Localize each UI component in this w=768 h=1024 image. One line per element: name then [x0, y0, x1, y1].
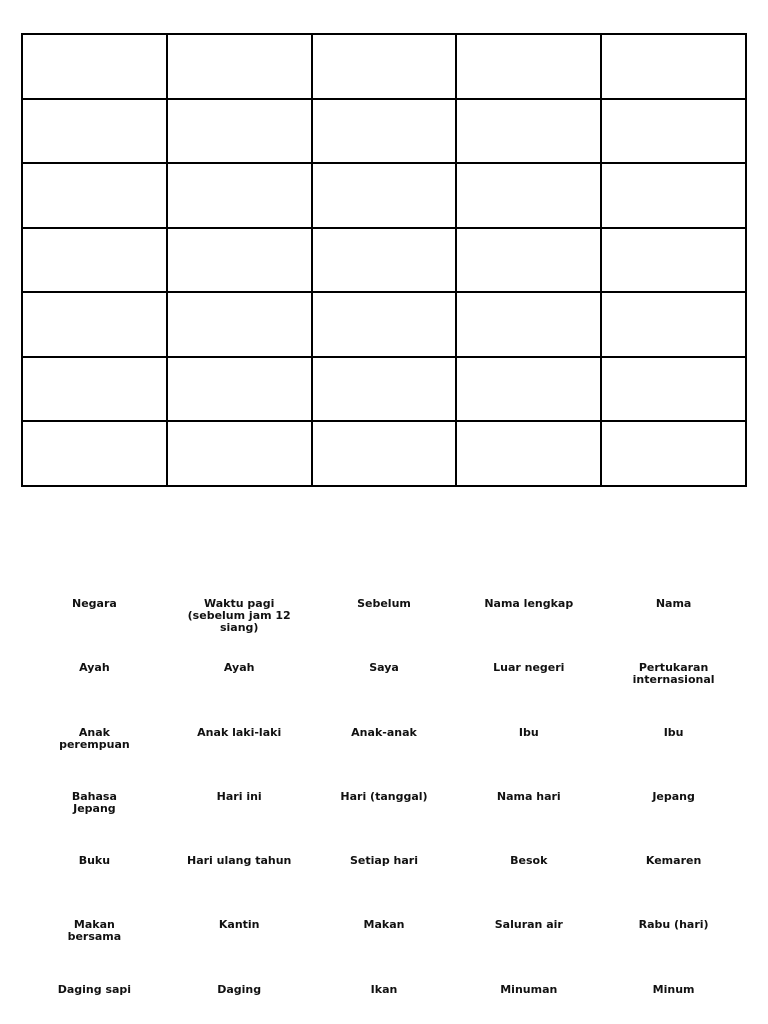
vocab-meaning: Buku — [78, 854, 111, 868]
vocab-reading — [22, 576, 167, 589]
vocab-meaning: Waktu pagi (sebelum jam 12 siang) — [187, 597, 291, 634]
vocab-reading — [312, 576, 457, 589]
vocab-reading — [601, 769, 746, 782]
vocab-meaning: Nama lengkap — [484, 597, 574, 610]
vocab-meaning: Kemaren — [645, 854, 702, 868]
vocab-meaning: Ibu — [518, 725, 539, 739]
kanji-cell — [456, 163, 601, 228]
vocab-reading — [167, 897, 312, 910]
vocab-reading — [22, 833, 167, 846]
vocab-meaning: Nama hari — [496, 789, 561, 803]
vocab-reading — [601, 897, 746, 910]
vocab-item — [601, 634, 746, 698]
grid-row — [22, 228, 746, 293]
kanji-cell — [312, 99, 457, 164]
kanji-cell — [601, 228, 746, 293]
kanji-cell — [22, 228, 167, 293]
vocab-reading — [167, 769, 312, 782]
vocab-reading — [601, 640, 746, 653]
vocab-reading — [22, 705, 167, 718]
vocab-item — [22, 891, 167, 955]
vocab-item — [601, 891, 746, 955]
vocab-reading — [601, 962, 746, 975]
vocab-reading — [312, 962, 457, 975]
vocab-meaning: Hari (tanggal) — [340, 789, 428, 803]
kanji-cell — [456, 357, 601, 422]
vocab-item — [167, 699, 312, 763]
kanji-cell — [167, 421, 312, 486]
vocab-item — [312, 570, 457, 634]
kanji-cell — [601, 421, 746, 486]
vocab-meaning: Makan bersama — [67, 918, 122, 944]
vocab-reading — [22, 769, 167, 782]
kanji-cell — [167, 163, 312, 228]
kanji-cell — [456, 34, 601, 99]
vocab-item — [456, 634, 601, 698]
kanji-cell — [601, 357, 746, 422]
kanji-cell — [601, 34, 746, 99]
vocab-item — [22, 956, 167, 1020]
vocab-item — [312, 956, 457, 1020]
vocab-item — [312, 763, 457, 827]
vocab-reading — [22, 640, 167, 653]
kanji-cell — [22, 292, 167, 357]
kanji-cell — [601, 99, 746, 164]
vocab-meaning: Ibu — [663, 725, 684, 739]
vocab-reading — [312, 833, 457, 846]
vocab-item — [601, 763, 746, 827]
vocab-reading — [312, 769, 457, 782]
kanji-cell — [167, 228, 312, 293]
kanji-cell — [22, 421, 167, 486]
vocab-meaning: Sebelum — [357, 597, 411, 610]
vocab-item — [601, 570, 746, 634]
vocab-reading — [167, 705, 312, 718]
vocab-meaning: Luar negeri — [493, 661, 565, 675]
kanji-cell — [456, 421, 601, 486]
grid-row — [22, 292, 746, 357]
kanji-cell — [167, 357, 312, 422]
grid-row — [22, 421, 746, 486]
vocab-meaning: Minuman — [500, 982, 558, 996]
kanji-grid — [21, 33, 747, 487]
vocab-item — [312, 891, 457, 955]
vocab-item — [456, 891, 601, 955]
vocab-item — [167, 634, 312, 698]
kanji-cell — [22, 34, 167, 99]
vocab-meaning: Makan — [363, 918, 405, 932]
vocab-reading — [167, 833, 312, 846]
vocab-reading — [456, 576, 601, 589]
grid-row — [22, 34, 746, 99]
kanji-cell — [601, 292, 746, 357]
vocab-meaning: Saluran air — [494, 918, 563, 932]
kanji-cell — [312, 421, 457, 486]
vocab-reading — [167, 640, 312, 653]
vocab-meaning: Ayah — [223, 661, 255, 675]
vocab-meaning: Nama — [655, 597, 692, 610]
grid-row — [22, 99, 746, 164]
vocab-item — [167, 570, 312, 634]
vocab-reading — [312, 640, 457, 653]
vocab-meaning: Daging sapi — [57, 982, 132, 996]
vocab-meaning: Anak perempuan — [59, 725, 130, 751]
kanji-cell — [22, 163, 167, 228]
vocab-reading — [601, 833, 746, 846]
kanji-cell — [167, 292, 312, 357]
vocab-reading — [456, 769, 601, 782]
kanji-cell — [312, 34, 457, 99]
vocab-meaning: Besok — [510, 854, 548, 868]
vocab-item — [312, 827, 457, 891]
vocab-meaning: Ikan — [370, 982, 398, 996]
kanji-cell — [22, 357, 167, 422]
kanji-cell — [456, 228, 601, 293]
kanji-cell — [312, 357, 457, 422]
vocab-item — [601, 827, 746, 891]
vocab-reading — [456, 962, 601, 975]
vocab-meaning: Rabu (hari) — [638, 918, 709, 932]
kanji-cell — [167, 99, 312, 164]
vocab-reading — [601, 576, 746, 589]
vocab-item — [456, 956, 601, 1020]
kanji-cell — [312, 292, 457, 357]
vocab-item — [167, 891, 312, 955]
kanji-cell — [601, 163, 746, 228]
vocab-item — [456, 699, 601, 763]
kanji-cell — [456, 292, 601, 357]
vocab-meaning: Anak laki-laki — [197, 725, 282, 739]
vocab-meaning: Hari ulang tahun — [187, 854, 292, 868]
vocab-reading — [456, 705, 601, 718]
vocab-meaning: Pertukaran internasional — [632, 661, 715, 687]
vocab-meaning: Saya — [369, 661, 399, 675]
vocab-item — [312, 699, 457, 763]
vocab-item — [167, 763, 312, 827]
vocab-meaning: Minum — [652, 982, 695, 996]
vocab-meaning: Daging — [217, 982, 262, 996]
vocab-item — [22, 827, 167, 891]
vocab-reading — [167, 576, 312, 589]
vocab-item — [167, 827, 312, 891]
vocab-item — [601, 956, 746, 1020]
grid-row — [22, 357, 746, 422]
vocab-reading — [601, 705, 746, 718]
vocab-item — [22, 763, 167, 827]
vocab-item — [456, 570, 601, 634]
vocab-list — [22, 570, 746, 1020]
kanji-cell — [456, 99, 601, 164]
vocab-item — [167, 956, 312, 1020]
vocab-meaning: Jepang — [652, 789, 695, 803]
vocab-reading — [22, 962, 167, 975]
vocab-item — [456, 827, 601, 891]
vocab-item — [22, 699, 167, 763]
vocab-item — [22, 634, 167, 698]
kanji-cell — [312, 163, 457, 228]
vocab-item — [601, 699, 746, 763]
vocab-meaning: Ayah — [79, 661, 110, 675]
vocab-item — [456, 763, 601, 827]
vocab-reading — [312, 897, 457, 910]
vocab-reading — [456, 897, 601, 910]
vocab-item — [22, 570, 167, 634]
vocab-reading — [456, 640, 601, 653]
vocab-meaning: Negara — [71, 597, 117, 610]
vocab-reading — [456, 833, 601, 846]
vocab-reading — [167, 962, 312, 975]
vocab-meaning: Hari ini — [216, 789, 262, 803]
vocab-meaning: Kantin — [218, 918, 260, 932]
vocab-item — [312, 634, 457, 698]
vocab-reading — [22, 897, 167, 910]
vocab-meaning: Anak-anak — [351, 725, 417, 739]
kanji-cell — [167, 34, 312, 99]
grid-row — [22, 163, 746, 228]
kanji-cell — [22, 99, 167, 164]
kanji-cell — [312, 228, 457, 293]
vocab-meaning: Setiap hari — [349, 854, 418, 868]
vocab-meaning: Bahasa Jepang — [71, 789, 117, 815]
vocab-reading — [312, 705, 457, 718]
